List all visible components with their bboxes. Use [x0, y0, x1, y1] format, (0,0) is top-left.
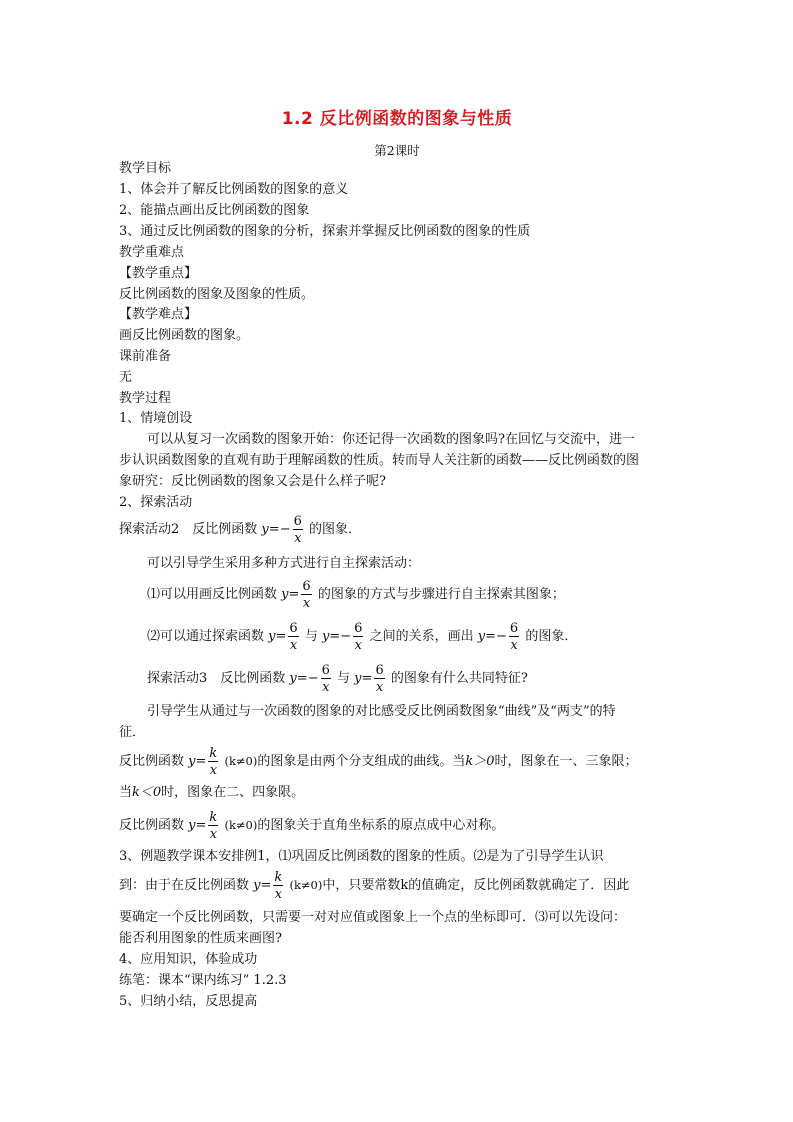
math-var: y — [281, 587, 289, 602]
difficult-content: 画反比例函数的图象。 — [119, 328, 250, 343]
math-op: = — [296, 671, 308, 686]
text-run: 时，图象在二、四象限。 — [161, 785, 305, 800]
numerator: 6 — [302, 578, 311, 594]
objective-3: 3、通过反比例函数的图象的分析，探索并掌握反比例函数的图象的性质 — [119, 224, 531, 239]
text-run: 探索活动2 反比例函数 — [119, 522, 258, 537]
math-var: y — [261, 522, 269, 537]
math-var: y — [322, 629, 330, 644]
math-var: y — [253, 878, 261, 893]
math-op: = — [260, 878, 272, 893]
fraction — [208, 811, 218, 841]
fraction — [208, 747, 218, 777]
step-2-heading: 2、探索活动 — [119, 495, 193, 510]
fraction — [321, 664, 331, 694]
math-var: y — [268, 629, 276, 644]
heading-key: 【教学重点】 — [119, 266, 198, 281]
guide-line: 引导学生从通过与一次函数的图象的对比感受反比例函数图象“曲线”及“两支”的特 — [147, 704, 616, 719]
denominator: x — [322, 679, 330, 695]
numerator: k — [209, 809, 218, 825]
fraction — [301, 580, 311, 610]
text-run: 反比例函数 — [119, 818, 185, 833]
inequality: k＜0 — [132, 785, 162, 800]
text-run: 时，图象在一、三象限； — [494, 754, 638, 769]
math-op: = — [195, 818, 207, 833]
activity-2-line — [119, 513, 361, 547]
denominator: x — [302, 595, 311, 611]
text-run: ⑵可以通过探索函数 — [147, 629, 265, 644]
text-run: 的图象． — [525, 629, 578, 644]
example-line-formula — [119, 868, 629, 903]
math-op: = — [275, 629, 287, 644]
text-run: 的图象是由两个分支组成的曲线。当 — [257, 754, 466, 769]
page-title: 1.2 反比例函数的图象与性质 — [281, 109, 513, 129]
denominator: x — [209, 826, 218, 842]
key-content: 反比例函数的图象及图象的性质。 — [119, 287, 315, 302]
denominator: x — [510, 637, 518, 653]
text-run: 的图象有什么共同特征? — [390, 671, 528, 686]
math-op: = — [361, 671, 373, 686]
denominator: x — [289, 637, 298, 653]
numerator: 6 — [509, 620, 519, 636]
lesson-number: 第2课时 — [374, 143, 420, 158]
practice-line: 练笔：课本“课内练习” 1.2.3 — [119, 973, 287, 988]
text-run: 之间的关系，画出 — [369, 629, 474, 644]
denominator: x — [354, 637, 362, 653]
fraction — [509, 622, 519, 652]
inequality: k＞0 — [465, 754, 495, 769]
math-var: y — [289, 671, 297, 686]
math-op: = — [195, 754, 207, 769]
heading-key-points: 教学重难点 — [119, 245, 185, 260]
step-5-heading: 5、归纳小结，反思提高 — [119, 994, 258, 1009]
method-1-line — [147, 578, 565, 612]
text-run: 反比例函数 — [119, 754, 185, 769]
text-run: 与 — [304, 629, 318, 644]
condition: (k≠0) — [224, 754, 258, 768]
numerator: k — [274, 869, 283, 885]
numerator: k — [209, 745, 218, 761]
fraction — [353, 622, 363, 652]
numerator: 6 — [289, 620, 298, 636]
preparation-content: 无 — [119, 370, 133, 385]
example-line: 要确定一个反比例函数，只需要一对对应值或图象上一个点的坐标即可．⑶可以先设问： — [119, 910, 627, 925]
paragraph-line: 步认识函数图象的直观有助于理解函数的性质。转而导人关注新的函数——反比例函数的图 — [119, 453, 640, 468]
paragraph-line: 可以从复习一次函数的图象开始：你还记得一次函数的图象吗?在回忆与交流中，进一 — [147, 432, 635, 447]
property-3-line — [119, 808, 504, 843]
denominator: x — [209, 762, 218, 778]
objective-2: 2、能描点画出反比例函数的图象 — [119, 203, 310, 218]
text-run: 探索活动3 反比例函数 — [147, 671, 286, 686]
objective-1: 1、体会并了解反比例函数的图象的意义 — [119, 182, 349, 197]
text-run: 中，只要常数k的值确定，反比例函数就确定了．因此 — [322, 878, 630, 893]
math-var: y — [354, 671, 362, 686]
heading-preparation: 课前准备 — [119, 349, 172, 364]
fraction — [374, 664, 384, 694]
paragraph-line: 象研究：反比例函数的图象又会是什么样子呢? — [119, 474, 386, 489]
math-var: y — [477, 629, 486, 644]
denominator: x — [274, 886, 283, 902]
math-var: y — [188, 818, 196, 833]
condition: (k≠0) — [289, 878, 323, 892]
fraction — [293, 515, 303, 545]
text-run: 的图象． — [309, 522, 362, 537]
method-2-line — [147, 620, 577, 654]
math-op: − — [340, 629, 352, 644]
text-run: 的图象关于直角坐标系的原点成中心对称。 — [257, 818, 505, 833]
denominator: x — [294, 530, 302, 546]
numerator: 6 — [375, 662, 384, 678]
numerator: 6 — [354, 620, 363, 636]
text-run: 到：由于在反比例函数 — [119, 878, 250, 893]
heading-process: 教学过程 — [119, 391, 172, 406]
numerator: 6 — [293, 513, 302, 529]
math-op: = — [288, 587, 300, 602]
text-run: ⑴可以用画反比例函数 — [147, 587, 278, 602]
property-1-line — [119, 744, 638, 779]
math-op: − — [307, 671, 319, 686]
condition: (k≠0) — [224, 818, 258, 832]
text-run: 与 — [337, 671, 351, 686]
text-run: 当 — [119, 785, 133, 800]
example-line: 3、例题教学课本安排例1，⑴巩固反比例函数的图象的性质。⑵是为了引导学生认识 — [119, 849, 604, 864]
property-2-line — [119, 784, 304, 802]
example-line: 能否利用图象的性质来画图? — [119, 931, 282, 946]
numerator: 6 — [321, 662, 330, 678]
math-op: = — [329, 629, 341, 644]
math-op: − — [496, 629, 507, 644]
denominator: x — [375, 679, 384, 695]
fraction — [273, 871, 283, 901]
heading-objectives: 教学目标 — [119, 161, 172, 176]
activity-3-line — [147, 662, 528, 696]
math-var: y — [188, 754, 196, 769]
math-op: − — [279, 522, 291, 537]
step-4-heading: 4、应用知识，体验成功 — [119, 952, 258, 967]
fraction — [288, 622, 298, 652]
step-1-heading: 1、情境创设 — [119, 411, 193, 426]
guide-line: 征． — [119, 725, 146, 740]
text-run: 的图象的方式与步骤进行自主探索其图象； — [317, 587, 565, 602]
method-intro: 可以引导学生采用多种方式进行自主探索活动： — [147, 556, 421, 571]
math-op: = — [485, 629, 497, 644]
heading-difficult: 【教学难点】 — [119, 307, 198, 322]
math-op: = — [268, 522, 280, 537]
